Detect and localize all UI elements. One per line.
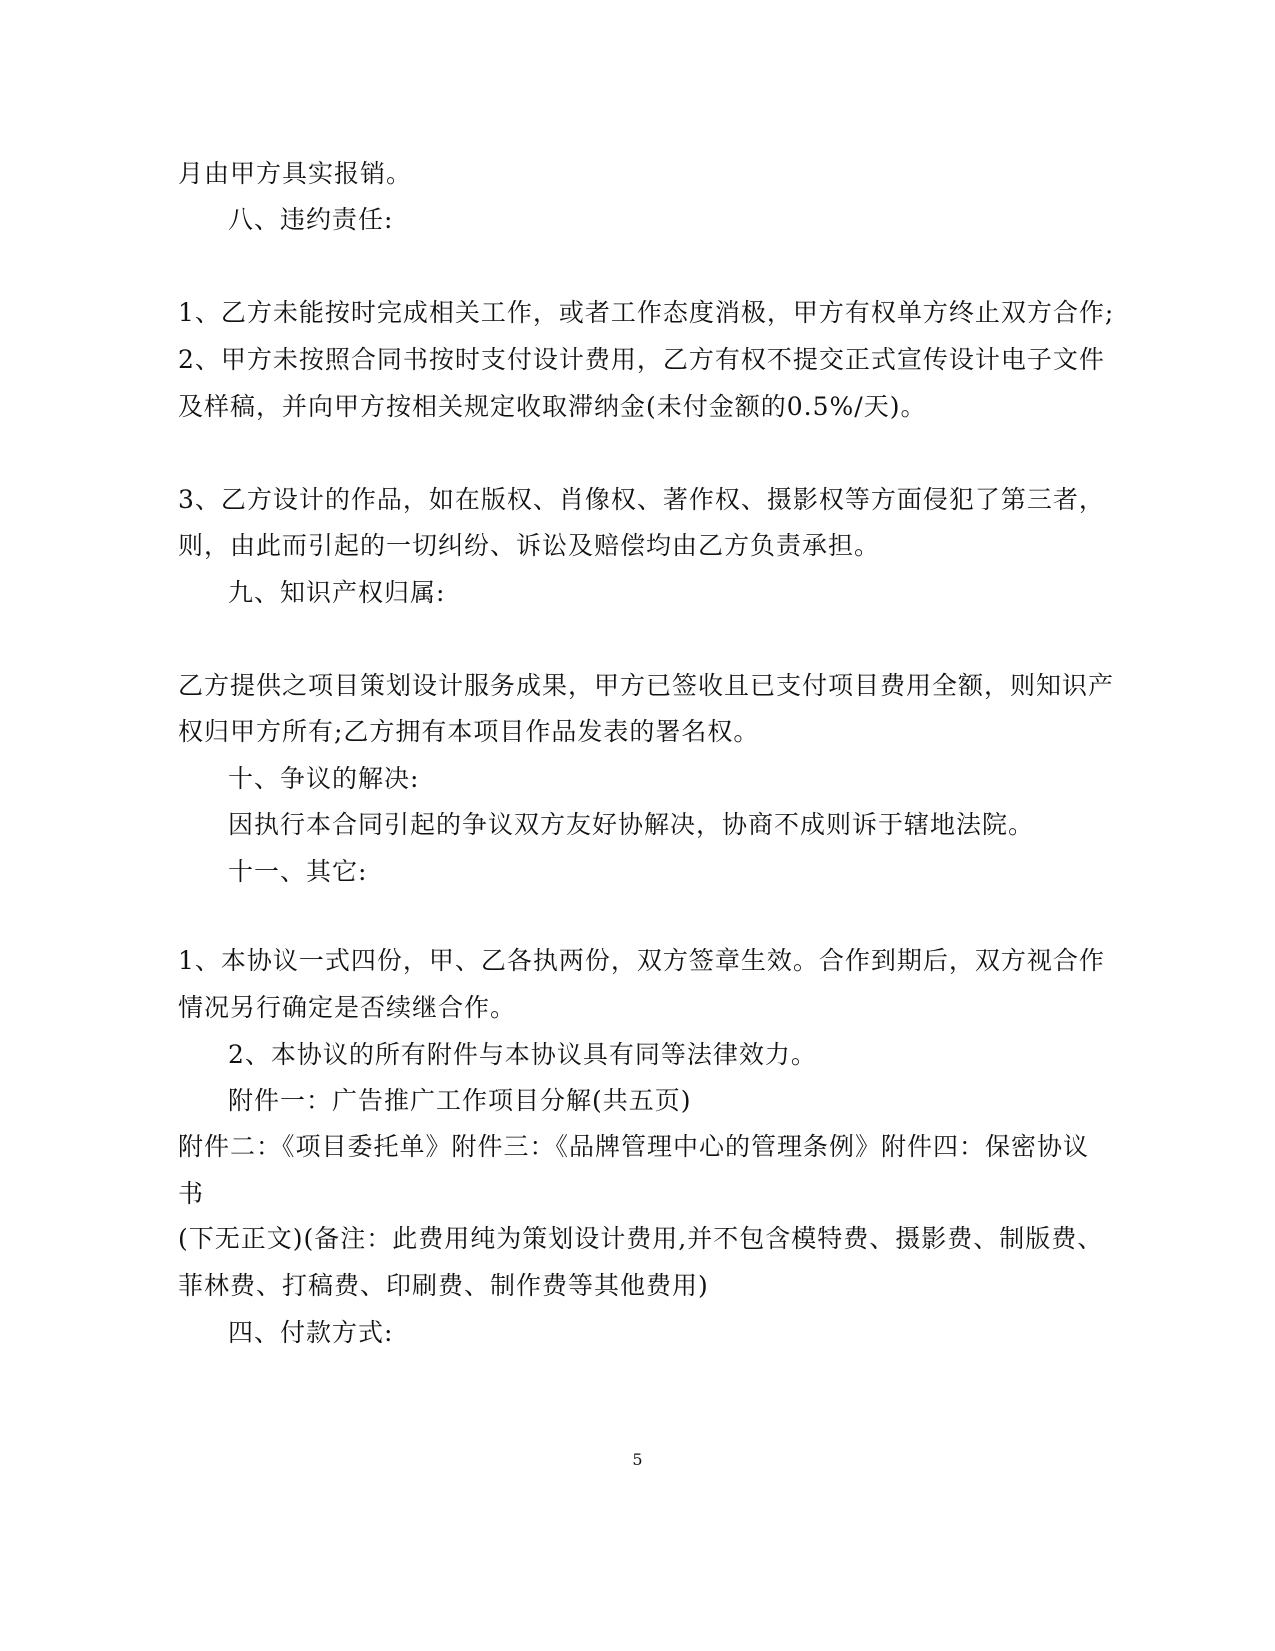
body-text-line: 及样稿，并向甲方按相关规定收取滞纳金(未付金额的0.5%/天)。: [178, 392, 927, 421]
body-text-line: 2、甲方未按照合同书按时支付设计费用，乙方有权不提交正式宣传设计电子文件: [178, 345, 1105, 374]
body-text-line: 乙方提供之项目策划设计服务成果，甲方已签收且已支付项目费用全额，则知识产: [178, 671, 1115, 700]
body-text-line: 因执行本合同引起的争议双方友好协解决，协商不成则诉于辖地法院。: [228, 810, 1035, 839]
page-number: 5: [632, 1450, 643, 1469]
body-text-line: 2、本协议的所有附件与本协议具有同等法律效力。: [228, 1040, 817, 1069]
section-heading: 十一、其它:: [228, 857, 368, 886]
body-text-line: 1、乙方未能按时完成相关工作，或者工作态度消极，甲方有权单方终止双方合作;: [178, 298, 1115, 327]
attachment-line: 书: [178, 1179, 205, 1208]
section-heading: 九、知识产权归属:: [228, 578, 446, 607]
body-text-line: 情况另行确定是否续继合作。: [178, 993, 517, 1022]
note-line: (下无正文)(备注：此费用纯为策划设计费用,并不包含模特费、摄影费、制版费、: [178, 1224, 1104, 1253]
attachment-line: 附件一：广告推广工作项目分解(共五页): [228, 1086, 692, 1115]
body-text-line: 1、本协议一式四份，甲、乙各执两份，双方签章生效。合作到期后，双方视合作: [178, 946, 1105, 975]
attachment-line: 附件二：《项目委托单》附件三：《品牌管理中心的管理条例》附件四：保密协议: [178, 1132, 1090, 1161]
note-line: 菲林费、打稿费、印刷费、制作费等其他费用): [178, 1271, 709, 1300]
section-heading: 四、付款方式:: [228, 1318, 394, 1347]
body-text-line: 3、乙方设计的作品，如在版权、肖像权、著作权、摄影权等方面侵犯了第三者，: [178, 485, 1105, 514]
section-heading: 八、违约责任:: [228, 205, 394, 234]
body-text-line: 权归甲方所有;乙方拥有本项目作品发表的署名权。: [178, 717, 760, 746]
body-text-line: 月由甲方具实报销。: [178, 159, 413, 188]
section-heading: 十、争议的解决:: [228, 764, 420, 793]
body-text-line: 则，由此而引起的一切纠纷、诉讼及赔偿均由乙方负责承担。: [178, 531, 881, 560]
